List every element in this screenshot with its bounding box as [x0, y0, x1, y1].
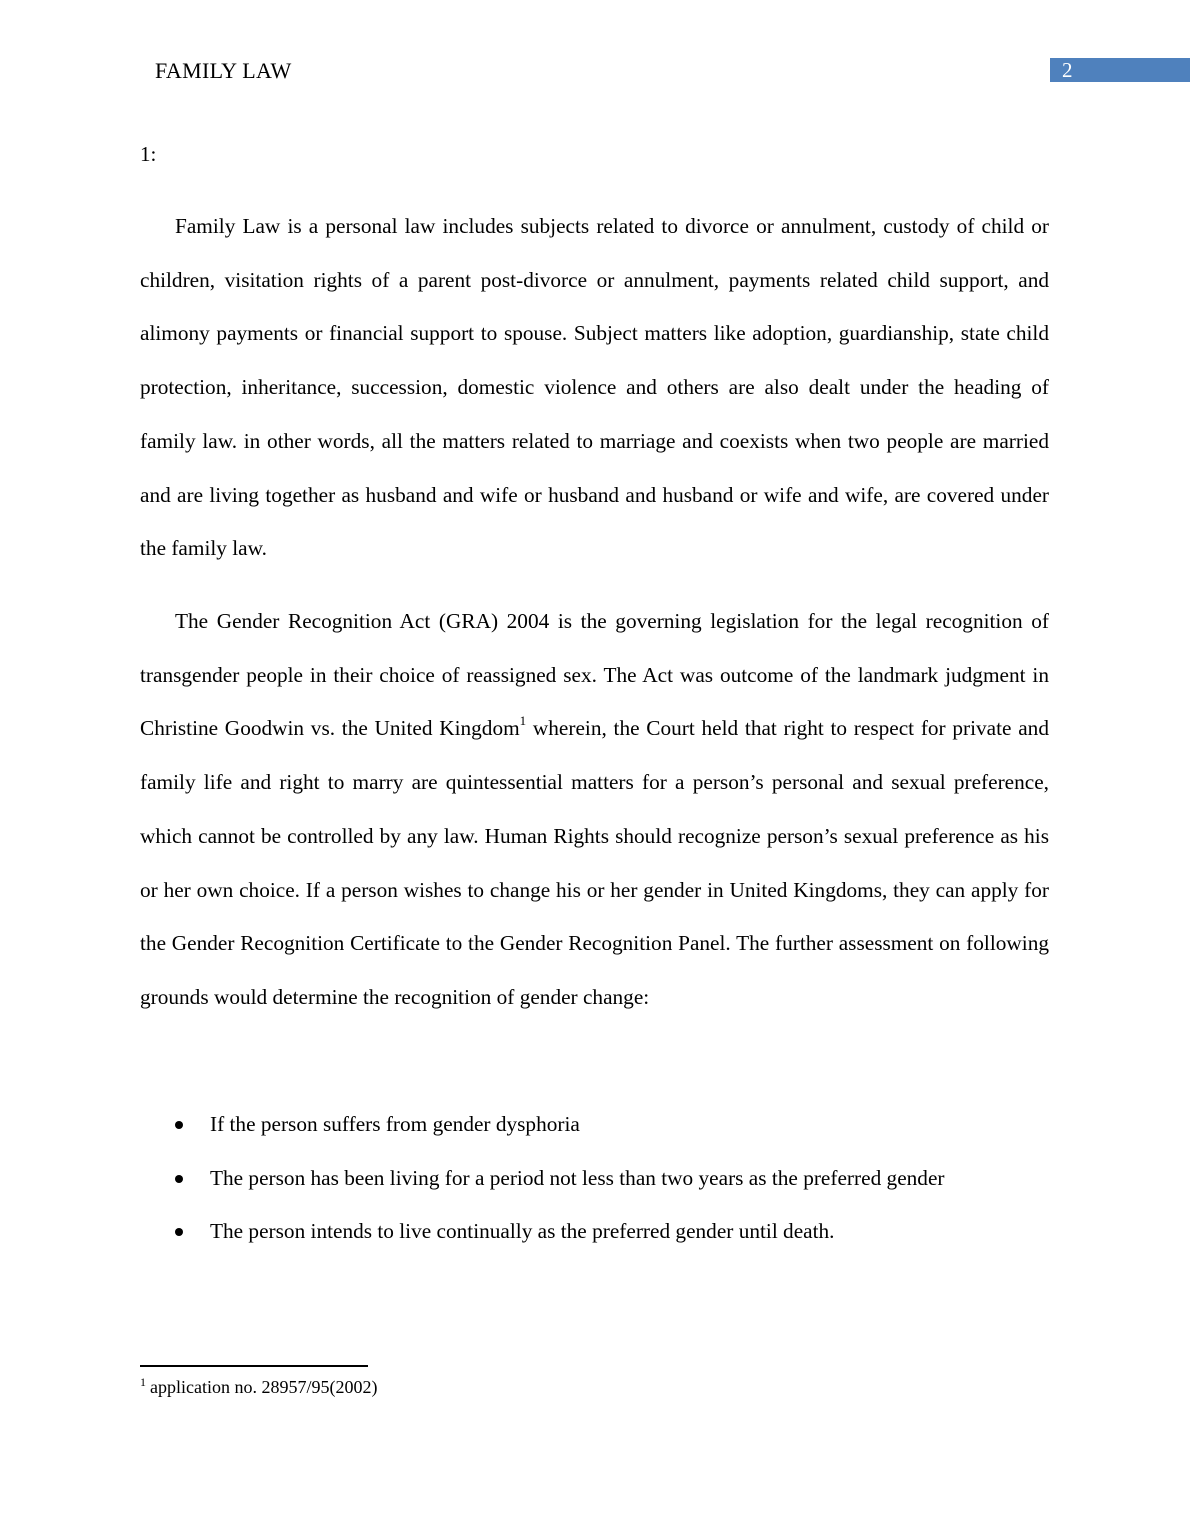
footnote: [140, 1374, 377, 1400]
page-number: 2: [1062, 58, 1073, 82]
bullet-icon: [175, 1121, 183, 1129]
paragraph-text-after-ref: wherein, the Court held that right to respect for private and family life and right to marry are quintessential matters for a person’s personal and sexual preference, which cannot be controlled by any law. Human Rights should recognize person’s sexual preference as his or her own choice. If a person wishes to change his or her gender in United Kingdoms, they can apply for the Gender Recognition Certificate to the Gender Recognition Panel. The further assessment on following grounds would determine the recognition of gender change:: [140, 716, 1049, 1009]
list-item-text: The person intends to live continually as the preferred gender until death.: [210, 1219, 835, 1243]
bullet-icon: [175, 1228, 183, 1236]
list-item-text: The person has been living for a period not less than two years as the preferred gender: [210, 1165, 945, 1190]
criteria-list: [140, 1098, 1049, 1259]
page-number-badge: [1050, 58, 1190, 82]
paragraph-gender-recognition-act: [140, 595, 1049, 1025]
list-item: [140, 1098, 1049, 1152]
list-item: [140, 1152, 1049, 1206]
footnote-reference[interactable]: 1: [519, 713, 527, 729]
section-number: 1:: [140, 142, 157, 166]
paragraph-text-before-ref: The Gender Recognition Act (GRA) 2004 is the governing legislation for the legal recognition of transgender people in their choice of reassigned sex. The Act was outcome of the landmark judgment in Christine Goodwin vs. the United Kingdom: [140, 609, 1049, 741]
paragraph-family-law: Family Law is a personal law includes subjects related to divorce or annulment, custody of child or children, visitation rights of a parent post-divorce or annulment, payments related child support, and alimony payments or financial support to spouse. Subject matters like adoption, guardianship, state child protection, inheritance, succession, domestic violence and others are also dealt under the heading of family law. in other words, all the matters related to marriage and coexists when two people are married and are living together as husband and wife or husband and husband or wife and wife, are covered under the family law.: [140, 214, 1049, 561]
footnote-text: application no. 28957/95(2002): [150, 1377, 378, 1397]
footnote-separator: [140, 1365, 368, 1367]
list-item-text: If the person suffers from gender dysphoria: [210, 1112, 580, 1136]
bullet-icon: [175, 1175, 183, 1183]
list-item: [140, 1205, 1049, 1259]
footnote-marker: 1: [140, 1375, 146, 1389]
header-title: FAMILY LAW: [155, 58, 292, 83]
